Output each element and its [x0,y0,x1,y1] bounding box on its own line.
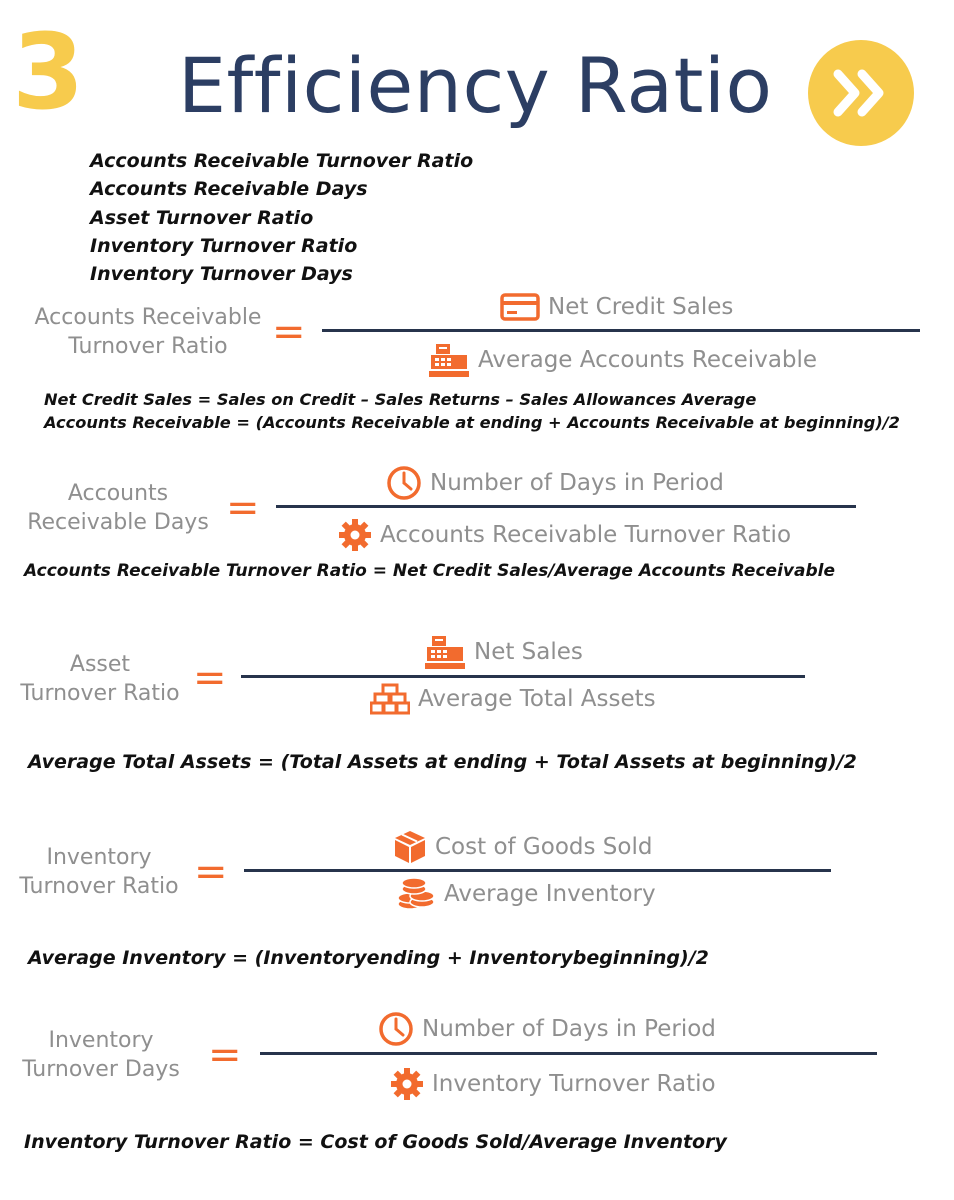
formula-denominator [370,683,656,715]
formula-label-line: Asset [69,652,131,677]
formula-numerator [500,292,733,322]
formula-note [24,560,835,583]
formula-numerator [424,634,583,670]
ratio-list [90,147,473,288]
fraction-bar [276,505,856,508]
fraction-bar [241,675,805,678]
box-icon [393,829,427,865]
cash-register-icon [424,634,466,670]
formula-note [24,1129,727,1155]
list-item: Accounts Receivable Turnover Ratio [90,150,474,172]
note-line: Net Credit Sales = Sales on Credit – Sales Returns – Sales Allowances Average [44,390,757,409]
numerator-text: Net Sales [474,639,583,665]
numerator-text: Net Credit Sales [548,294,734,320]
numerator-text: Number of Days in Period [430,470,724,496]
note-line: Accounts Receivable Turnover Ratio = Net Credit Sales/Average Accounts Receivable [24,561,835,581]
formula-label [2,650,198,708]
equals-sign: = [272,309,306,355]
formula-denominator [428,342,817,378]
gear-icon [390,1067,424,1101]
fraction-bar [244,869,831,872]
coins-icon [396,877,436,911]
note-line: Inventory Turnover Ratio = Cost of Goods Sold/Average Inventory [24,1131,727,1153]
formula-numerator [378,1011,716,1047]
formula-label-line: Inventory [48,1028,154,1053]
denominator-text: Inventory Turnover Ratio [432,1071,716,1097]
formula-label [8,479,228,537]
fraction-bar [260,1052,877,1055]
note-line: Average Total Assets = (Total Assets at ending + Total Assets at beginning)/2 [28,751,857,773]
denominator-text: Accounts Receivable Turnover Ratio [380,522,792,548]
formula-label-line: Turnover Ratio [20,681,180,706]
gear-icon [338,518,372,552]
clock-icon [378,1011,414,1047]
equals-sign: = [226,485,260,531]
formula-note [44,388,900,434]
list-item: Inventory Turnover Days [90,263,353,286]
note-line: Accounts Receivable = (Accounts Receivable at ending + Accounts Receivable at beginning)/2 [44,413,900,432]
credit-card-icon [500,292,540,322]
formula-note [28,749,857,775]
denominator-text: Average Accounts Receivable [478,347,818,373]
formula-label-line: Accounts [67,481,169,506]
equals-sign: = [193,655,227,701]
next-button[interactable] [808,40,914,146]
formula-label [0,1026,202,1084]
formula-denominator [390,1067,716,1101]
fraction-bar [322,329,920,332]
equals-sign: = [208,1032,242,1078]
formula-numerator [386,465,724,501]
formula-denominator [396,877,656,911]
denominator-text: Average Total Assets [418,686,656,712]
note-line: Average Inventory = (Inventoryending + Inventorybeginning)/2 [28,947,709,969]
list-item: Asset Turnover Ratio [90,206,314,229]
equals-sign: = [194,849,228,895]
formula-label-line: Accounts Receivable [34,305,262,330]
numerator-text: Number of Days in Period [422,1016,716,1042]
list-item: Inventory Turnover Ratio [90,234,358,257]
denominator-text: Average Inventory [444,881,656,907]
section-number: 3 [12,11,85,133]
page-title: Efficiency Ratio [178,41,773,130]
formula-numerator [393,829,652,865]
clock-icon [386,465,422,501]
list-item: Accounts Receivable Days [90,178,368,201]
formula-label-line: Inventory [46,845,152,870]
formula-denominator [338,518,791,552]
numerator-text: Cost of Goods Sold [435,834,653,860]
double-chevron-right-icon [808,40,914,146]
formula-label-line: Turnover Ratio [19,874,179,899]
formula-note [28,945,709,971]
formula-label-line: Turnover Ratio [68,334,228,359]
formula-label-line: Receivable Days [27,510,209,535]
formula-label [0,843,198,901]
formula-label [28,303,268,361]
cash-register-icon [428,342,470,378]
gold-bars-icon [370,683,410,715]
formula-label-line: Turnover Days [22,1057,180,1082]
